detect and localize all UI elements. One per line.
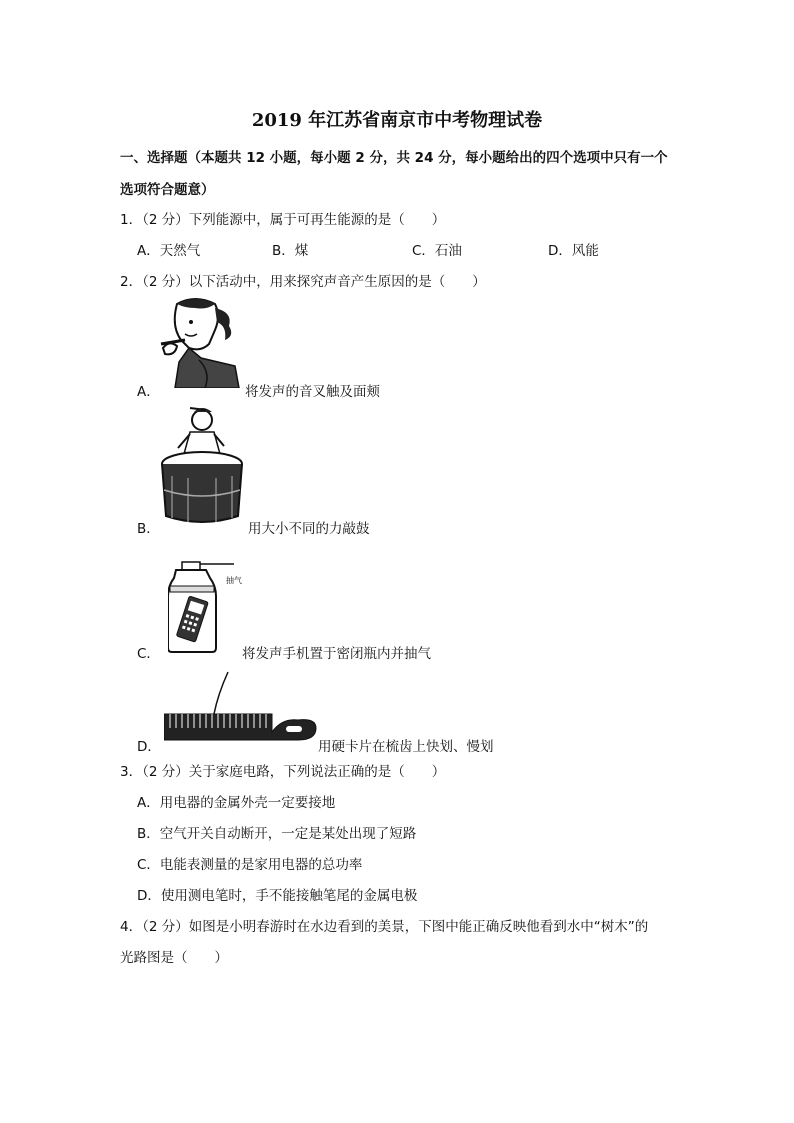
q3-option-b: B．空气开关自动断开，一定是某处出现了短路 bbox=[137, 826, 417, 842]
q1-option-a: A．天然气 bbox=[137, 243, 201, 259]
q2-option-c-text: 将发声手机置于密闭瓶内并抽气 bbox=[242, 646, 431, 662]
tuning-fork-face-figure bbox=[155, 296, 241, 388]
q3-option-c: C．电能表测量的是家用电器的总功率 bbox=[137, 857, 363, 873]
q3-option-a: A．用电器的金属外壳一定要接地 bbox=[137, 795, 336, 811]
comb-and-card-figure bbox=[164, 670, 318, 746]
section-heading-line1: 一、选择题（本题共 12 小题，每小题 2 分，共 24 分，每小题给出的四个选项中只有一个 bbox=[120, 150, 668, 166]
pump-label: 抽气 bbox=[226, 576, 242, 585]
q2-option-d-letter: D． bbox=[137, 739, 161, 755]
drum-figure bbox=[160, 404, 246, 528]
section-heading-line2: 选项符合题意） bbox=[120, 182, 215, 198]
q2-option-a-letter: A． bbox=[137, 384, 160, 400]
question-1-stem: 1．（2 分）下列能源中，属于可再生能源的是（ ） bbox=[120, 212, 446, 228]
q2-option-a-text: 将发声的音叉触及面颊 bbox=[245, 384, 380, 400]
question-4-stem-line1: 4．（2 分）如图是小明春游时在水边看到的美景，下图中能正确反映他看到水中“树木”的 bbox=[120, 919, 649, 935]
q2-option-b-text: 用大小不同的力敲鼓 bbox=[248, 521, 370, 537]
q2-option-b-letter: B． bbox=[137, 521, 160, 537]
question-2-stem: 2．（2 分）以下活动中，用来探究声音产生原因的是（ ） bbox=[120, 274, 486, 290]
q1-option-d: D．风能 bbox=[548, 243, 599, 259]
q3-option-d: D．使用测电笔时，手不能接触笔尾的金属电极 bbox=[137, 888, 418, 904]
q1-option-b: B．煤 bbox=[272, 243, 309, 259]
question-3-stem: 3．（2 分）关于家庭电路，下列说法正确的是（ ） bbox=[120, 764, 446, 780]
q1-option-c: C．石油 bbox=[412, 243, 462, 259]
question-4-stem-line2: 光路图是（ ） bbox=[120, 950, 228, 966]
page-title: 2019 年江苏省南京市中考物理试卷 bbox=[251, 110, 543, 131]
q2-option-c-letter: C． bbox=[137, 646, 160, 662]
phone-in-jar-figure bbox=[168, 556, 234, 654]
q2-option-d-text: 用硬卡片在梳齿上快划、慢划 bbox=[318, 739, 494, 755]
